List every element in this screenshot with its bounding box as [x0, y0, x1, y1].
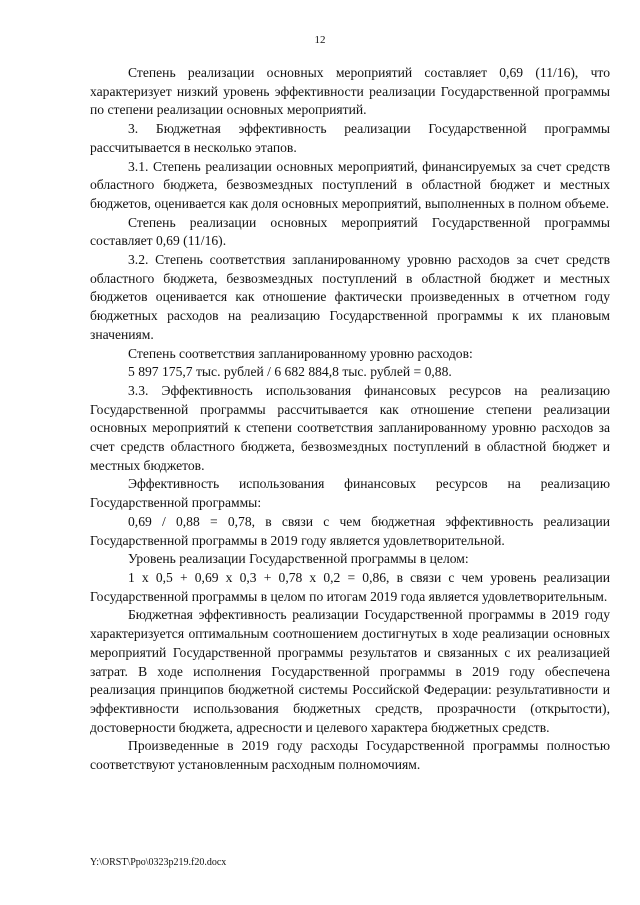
- paragraph-8: Эффективность использования финансовых ресурсов на реализацию Государственной программы:: [90, 476, 610, 511]
- paragraph-11: 1 х 0,5 + 0,69 х 0,3 + 0,78 х 0,2 = 0,86, в связи с чем уровень реализации Государственной программы в целом по итогам 2019 года является удовлетворительным.: [90, 569, 610, 604]
- paragraph-0: Степень реализации основных мероприятий составляет 0,69 (11/16), что характеризует низкий уровень эффективности реализации Государственной программы по степени реализации основных мероприятий.: [90, 65, 610, 118]
- paragraph-12: Бюджетная эффективность реализации Государственной программы в 2019 году характеризуется оптимальным соотношением достигнутых в ходе реализации основных мероприятий Государственной программы результатов и связанных с их реализацией затрат. В ходе исполнения Государственной программы в 2019 году обеспечена реализация принципов бюджетной системы Российской Федерации: результативности и эффективности использования бюджетных средств, прозрачности (открытости), достоверности бюджета, адресности и целевого характера бюджетных средств.: [90, 607, 610, 735]
- paragraph-1: 3. Бюджетная эффективность реализации Государственной программы рассчитывается в несколько этапов.: [90, 121, 610, 155]
- paragraph-5: Степень соответствия запланированному уровню расходов:: [128, 345, 473, 361]
- paragraph-6: 5 897 175,7 тыс. рублей / 6 682 884,8 тыс. рублей = 0,88.: [128, 364, 452, 380]
- paragraph-13: Произведенные в 2019 году расходы Государственной программы полностью соответствуют установленным расходным полномочиям.: [90, 738, 610, 773]
- paragraph-9: 0,69 / 0,88 = 0,78, в связи с чем бюджетная эффективность реализации Государственной программы в 2019 году является удовлетворительной.: [90, 513, 610, 548]
- paragraph-4: 3.2. Степень соответствия запланированному уровню расходов за счет средств областного бюджета, безвозмездных поступлений в областной бюджет и местных бюджетов оценивается как отношение фактически произведенных в отчетном году бюджетных расходов на реализацию Государственной программы к их плановым значениям.: [90, 252, 610, 342]
- document-body: [90, 64, 610, 775]
- paragraph-7: 3.3. Эффективность использования финансовых ресурсов на реализацию Государственной программы рассчитывается как отношение степени реализации основных мероприятий к степени соответствия запланированному уровню расходов за счет средств областного бюджета, безвозмездных поступлений в областной бюджет и местных бюджетов.: [90, 382, 610, 473]
- footer-file-path: Y:\ORST\Ppo\0323p219.f20.docx: [90, 857, 227, 868]
- paragraph-2: 3.1. Степень реализации основных мероприятий, финансируемых за счет средств областного бюджета, безвозмездных поступлений в областной бюджет и местных бюджетов, оценивается как доля основных мероприятий, выполненных в полном объеме.: [90, 158, 610, 211]
- paragraph-10: Уровень реализации Государственной программы в целом:: [128, 551, 469, 567]
- page-number: 12: [314, 34, 326, 46]
- paragraph-3: Степень реализации основных мероприятий Государственной программы составляет 0,69 (11/16).: [90, 214, 610, 249]
